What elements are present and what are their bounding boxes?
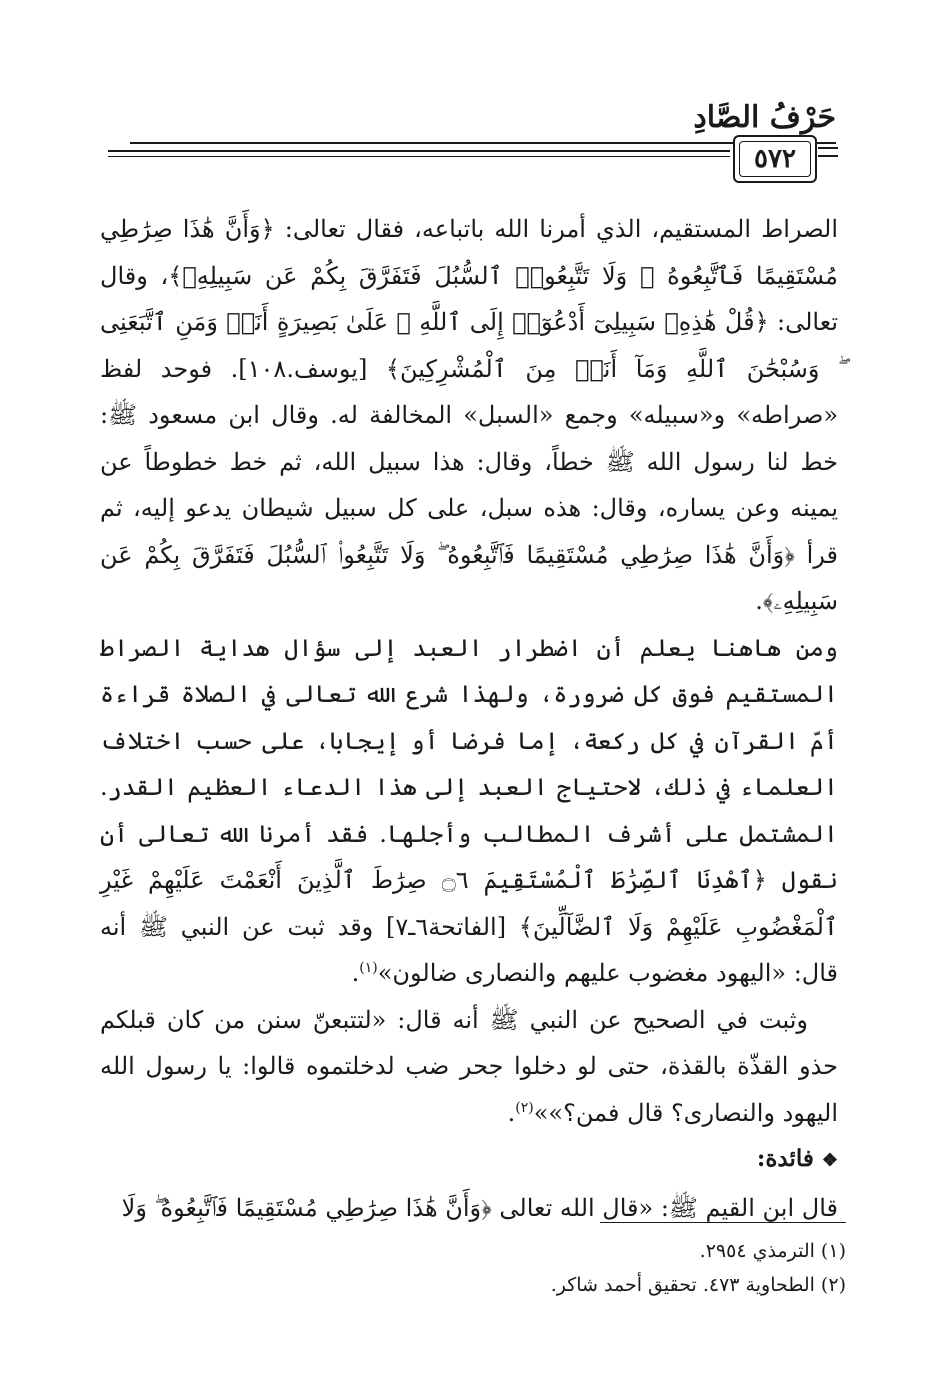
edge-mark-line-1 [818, 147, 838, 149]
section-heading [100, 1136, 838, 1185]
footnote-separator [600, 1222, 846, 1223]
footnotes [300, 1234, 846, 1302]
paragraph-3-end: . [507, 1098, 516, 1127]
paragraph-3-text: وثبت في الصحيح عن النبي ﷺ أنه قال: «لتتبعنّ سنن من كان قبلكم حذو القذّة بالقذة، حتى لو دخلوا جحر ضب لدخلتموه قالوا: يا رسول الله اليهود والنصارى؟ قال فمن؟»» [100, 1005, 838, 1127]
footnote-1: (١) الترمذي ٢٩٥٤. [699, 1240, 846, 1262]
page-number [733, 135, 817, 183]
footnote-ref-2[interactable]: (٢) [515, 1099, 534, 1116]
double-rule-bottom [108, 156, 730, 157]
paragraph-2 [100, 625, 838, 997]
page-edge-mark [818, 143, 838, 165]
paragraph-1 [100, 206, 838, 625]
paragraph-2-end: . [351, 959, 360, 987]
running-title: حَرْفُ الصَّادِ [693, 100, 836, 135]
page-number-text: ٥٧٢ [754, 144, 796, 174]
double-rule-top [108, 150, 730, 152]
paragraph-4-text: قال ابن القيم ﷺ: «قال الله تعالى ﴿وَأَنَّ هَٰذَا صِرَٰطِي مُسْتَقِيمًا فَٱتَّبِعُوهُ ۖ وَلَا [121, 1193, 838, 1222]
edge-mark-line-2 [818, 155, 838, 157]
section-heading-text: فائدة: [756, 1145, 814, 1172]
paragraph-2-text: ومن هاهنا يعلم أن اضطرار العبد إلى سؤال هداية الصراط المستقيم فوق كل ضرورة، ولهذا شرع الله تعالى في الصلاة قراءة أمّ القرآن في كل ركعة، إما فرضا أو إيجابا، على حسب اختلاف العلماء في ذلك، لاحتياج العبد إلى هذا الدعاء العظيم القدر. المشتمل على أشرف المطالب وأجلها. فقد أمرنا الله تعالى أن نقول ﴿ٱهْدِنَا ٱلصِّرَٰطَ ٱلْمُسْتَقِيمَ ۝٦ صِرَٰطَ ٱلَّذِينَ أَنْعَمْتَ عَلَيْهِمْ غَيْرِ ٱلْمَغْضُوبِ عَلَيْهِمْ وَلَا ٱلضَّآلِّينَ﴾ [الفاتحة٦ـ٧] وقد ثبت عن النبي ﷺ أنه قال: «اليهود مغضوب عليهم والنصارى ضالون» [100, 633, 839, 987]
header-double-rule [108, 150, 730, 164]
paragraph-4 [100, 1185, 838, 1232]
paragraph-3 [100, 997, 838, 1137]
footnote-2: (٢) الطحاوية ٤٧٣. تحقيق أحمد شاكر. [550, 1274, 846, 1296]
header-rule [130, 142, 836, 144]
footnote-ref-1[interactable]: (١) [359, 960, 378, 976]
diamond-bullet-icon: ❖ [821, 1150, 838, 1171]
paragraph-1-text: الصراط المستقيم، الذي أمرنا الله باتباعه، فقال تعالى: ﴿وَأَنَّ هَٰذَا صِرَٰطِي مُسْتَقِيمًا فَٱتَّبِعُوهُ ۖ وَلَا تَتَّبِعُوا۟ ٱلسُّبُلَ فَتَفَرَّقَ بِكُمْ عَن سَبِيلِهِۦ﴾، وقال تعالى: ﴿قُلْ هَٰذِهِۦ سَبِيلِىٓ أَدْعُوٓا۟ إِلَى ٱللَّهِ ۚ عَلَىٰ بَصِيرَةٍ أَنَا۠ وَمَنِ ٱتَّبَعَنِى ۖ وَسُبْحَٰنَ ٱللَّهِ وَمَآ أَنَا۠ مِنَ ٱلْمُشْرِكِينَ﴾ [يوسف.١٠٨]. فوحد لفظ «صراطه» و«سبيله» وجمع «السبل» المخالفة له. وقال ابن مسعود ﷺ: خط لنا رسول الله ﷺ خطاً، وقال: هذا سبيل الله، ثم خط خطوطاً عن يمينه وعن يساره، وقال: هذه سبل، على كل سبيل شيطان يدعو إليه، ثم قرأ ﴿وَأَنَّ هَٰذَا صِرَٰطِي مُسْتَقِيمًا فَٱتَّبِعُوهُ ۖ وَلَا تَتَّبِعُوا۟ ٱلسُّبُلَ فَتَفَرَّقَ بِكُمْ عَن سَبِيلِهِۦ﴾. [100, 215, 838, 615]
main-text [100, 206, 838, 1231]
